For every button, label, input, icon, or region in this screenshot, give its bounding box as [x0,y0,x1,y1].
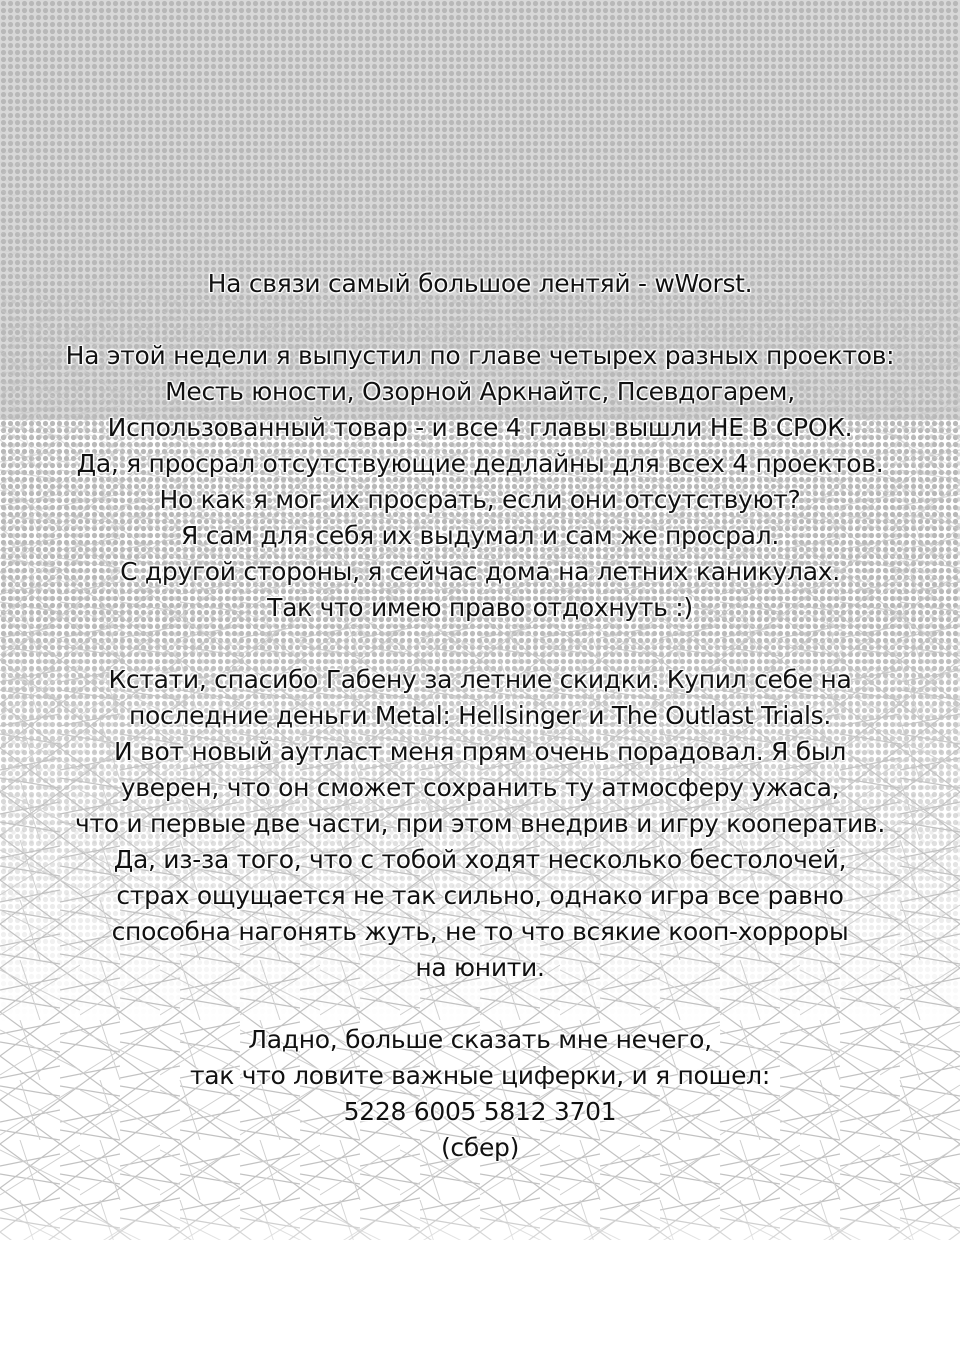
text-line: Использованный товар - и все 4 главы вышли НЕ В СРОК. [107,413,853,442]
text-line: На связи самый большое лентяй - wWorst. [207,269,753,298]
text-line: что и первые две части, при этом внедрив и игру кооператив. [75,809,885,838]
text-line: И вот новый аутласт меня прям очень порадовал. Я был [113,737,847,766]
text-line: Месть юности, Озорной Аркнайтс, Псевдогарем, [165,377,795,406]
text-line: С другой стороны, я сейчас дома на летних каникулах. [120,557,840,586]
text-line: Кстати, спасибо Габену за летние скидки. Купил себе на [108,665,852,694]
text-line: на юнити. [415,953,545,982]
text-line: уверен, что он сможет сохранить ту атмосферу ужаса, [120,773,840,802]
text-line: страх ощущается не так сильно, однако игра все равно [116,881,844,910]
paragraph-greeting [0,266,960,302]
paragraph-releases [0,338,960,626]
paragraph-closing [0,1022,960,1166]
message-text [0,266,960,1166]
bank-name: (сбер) [440,1133,520,1162]
text-line: Да, я просрал отсутствующие дедлайны для всех 4 проектов. [76,449,884,478]
text-line: Да, из-за того, что с тобой ходят несколько бестолочей, [113,845,847,874]
text-line: так что ловите важные циферки, и я пошел: [190,1061,770,1090]
text-line: Но как я мог их просрать, если они отсутствуют? [159,485,801,514]
text-line: Так что имею право отдохнуть :) [267,593,693,622]
text-line: Ладно, больше сказать мне нечего, [248,1025,712,1054]
text-line: Я сам для себя их выдумал и сам же просрал. [180,521,779,550]
paragraph-games [0,662,960,986]
text-line: последние деньги Metal: Hellsinger и The Outlast Trials. [128,701,832,730]
text-line: способна нагонять жуть, не то что всякие кооп-хорроры [111,917,849,946]
text-line: На этой недели я выпустил по главе четырех разных проектов: [65,341,895,370]
card-number: 5228 6005 5812 3701 [343,1097,617,1126]
